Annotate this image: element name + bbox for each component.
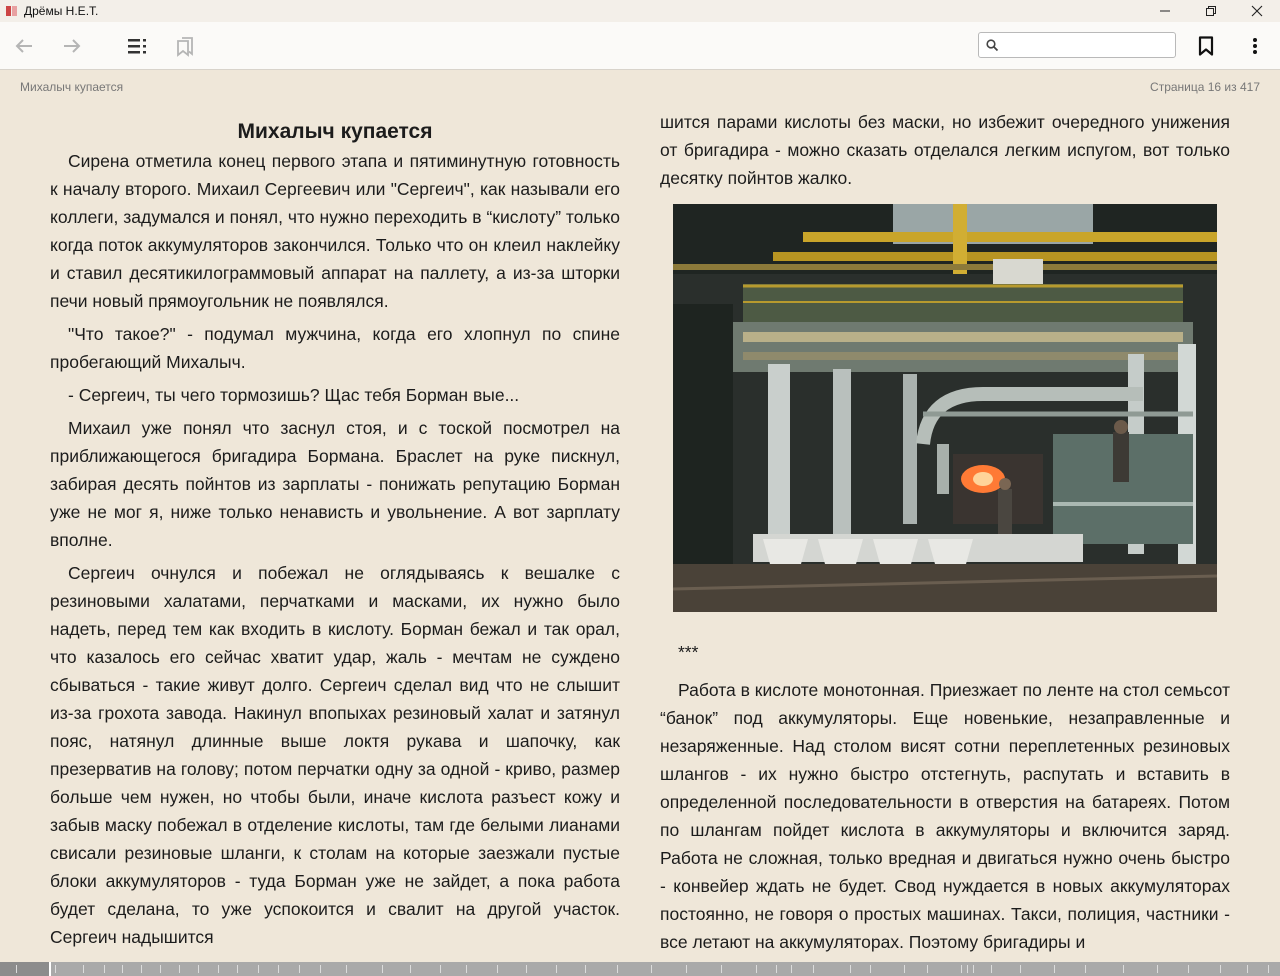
chapter-tick	[1220, 965, 1221, 973]
chapter-tick	[927, 965, 928, 973]
arrow-right-icon	[62, 38, 82, 54]
chapter-tick	[16, 965, 17, 973]
chapter-tick	[756, 965, 757, 973]
chapter-tick	[556, 965, 557, 973]
chapter-tick	[497, 965, 498, 973]
chapter-tick	[617, 965, 618, 973]
paragraph: "Что такое?" - подумал мужчина, когда его хлопнул по спине пробегающий Михалыч.	[50, 324, 620, 372]
progress-handle[interactable]	[49, 962, 51, 976]
paragraph: Работа в кислоте монотонная. Приезжает по ленте на стол семьсот “банок” под аккумуляторы. Еще новенькие, незаправленные и незаряженные. Над столом висят сотни переплетенных резиновых шлангов - их нужно быстро отстегнуть, распутать и вставить в определенной последовательности в отверстия на батареях. Потом по шлангам пойдет кислота в аккумуляторы и включится заряд. Работа не сложная, только вредная и двигаться нужно очень быстро - конвейер ждать не будет. Свод нуждается в новых аккумуляторах постоянно, не говоря о простых машинах. Такси, полиция, частники - все летают на аккумуляторах. Поэтому бригадиры и	[660, 680, 1230, 952]
chapter-tick	[991, 965, 992, 973]
chapter-tick	[1054, 965, 1055, 973]
close-icon	[1252, 6, 1262, 16]
chapter-tick	[1247, 965, 1248, 973]
chapter-tick	[1020, 965, 1021, 973]
chapter-tick	[55, 965, 56, 973]
reading-progress-bar[interactable]	[0, 962, 1280, 976]
bookmark-icon	[1198, 36, 1214, 56]
chapter-tick	[122, 965, 123, 973]
chapter-tick	[870, 965, 871, 973]
chapter-tick	[104, 965, 105, 973]
chapter-tick	[961, 965, 962, 973]
chapter-tick	[218, 965, 219, 973]
chapter-tick	[299, 965, 300, 973]
chapter-tick	[1268, 965, 1269, 973]
bookmarks-list-button[interactable]	[171, 32, 199, 60]
paragraph: Сирена отметила конец первого этапа и пятиминутную готовность к началу второго. Михаил Сергеевич или "Сергеич", как называли его коллеги, задумался и понял, что нужно переходить в “кислоту” только когда поток аккумуляторов закончился. Только что он клеил наклейку и ставил десятикилограммовый аппарат на паллету, а из-за шторки печи новый прямоугольник не появлялся.	[50, 151, 620, 311]
chapter-tick	[813, 965, 814, 973]
chapter-tick	[141, 965, 142, 973]
chapter-tick	[179, 965, 180, 973]
restore-icon	[1206, 6, 1216, 16]
chapter-tick	[850, 965, 851, 973]
chapter-tick	[1188, 965, 1189, 973]
back-button[interactable]	[10, 32, 38, 60]
progress-fill	[0, 962, 49, 976]
chapter-tick	[791, 965, 792, 973]
forward-button[interactable]	[58, 32, 86, 60]
chapter-tick	[382, 965, 383, 973]
window-titlebar	[0, 0, 1280, 22]
paragraph: Сергеич очнулся и побежал не оглядываясь к вешалке с резиновыми халатами, перчатками и масками, их нужно было надеть, перед тем как входить в кислоту. Борман бежал и так орал, что казалось его сейчас хватит удар, жаль - мечтам не суждено сбываться - такие живут долго. Сергеич сделал вид что не слышит из-за грохота завода. Накинул впопыхах резиновый халат и затянул пояс, натянул длинные выше локтя рукава и шапочку, как презерватив на голову; потом перчатки одну за одной - криво, размер больше чем нужен, но чтобы были, иначе кислота разъест кожу и забыв маску побежал в отделение кислоты, там где белыми лианами свисали резиновые шланги, к столам на которые заезжали пустые блоки аккумуляторов - туда Борман уже не зайдет, а пока работа будет сделана, то уже успокоится и свалит на другой участок. Сергеич надышится	[50, 563, 620, 947]
chapter-tick	[466, 965, 467, 973]
chapter-tick	[1085, 965, 1086, 973]
factory-illustration	[673, 204, 1217, 612]
bookmarks-icon	[175, 36, 195, 56]
paragraph: - Сергеич, ты чего тормозишь? Щас тебя Борман вые...	[68, 385, 520, 405]
table-of-contents-icon	[126, 37, 148, 55]
chapter-tick	[904, 965, 905, 973]
chapter-tick	[686, 965, 687, 973]
window-title: Дрёмы Н.Е.Т.	[24, 4, 99, 18]
arrow-left-icon	[14, 38, 34, 54]
minimize-button[interactable]	[1142, 0, 1188, 22]
chapter-tick	[320, 965, 321, 973]
chapter-tick	[258, 965, 259, 973]
right-text-column	[660, 108, 1230, 961]
chapter-tick	[651, 965, 652, 973]
paragraph-continuation: шится парами кислоты без маски, но избежит очередного унижения от бригадира - можно сказать отделался легким испугом, вот только десятку пойнтов жалко.	[660, 112, 1230, 188]
chapter-tick	[410, 965, 411, 973]
chapter-tick	[278, 965, 279, 973]
chapter-tick	[721, 965, 722, 973]
running-header-chapter: Михалыч купается	[20, 80, 124, 94]
search-box[interactable]	[978, 32, 1176, 58]
toolbar	[0, 22, 1280, 70]
app-book-icon	[6, 5, 18, 17]
chapter-tick	[237, 965, 238, 973]
chapter-tick	[83, 965, 84, 973]
chapter-tick	[973, 965, 974, 973]
restore-button[interactable]	[1188, 0, 1234, 22]
close-button[interactable]	[1234, 0, 1280, 22]
chapter-tick	[526, 965, 527, 973]
chapter-tick	[440, 965, 441, 973]
chapter-tick	[198, 965, 199, 973]
search-icon	[986, 39, 998, 51]
section-separator: ***	[678, 642, 699, 662]
chapter-tick	[776, 965, 777, 973]
left-text-column	[50, 117, 620, 947]
minimize-icon	[1160, 6, 1170, 16]
table-of-contents-button[interactable]	[123, 32, 151, 60]
chapter-title: Михалыч купается	[237, 120, 433, 143]
add-bookmark-button[interactable]	[1192, 32, 1220, 60]
chapter-tick	[967, 965, 968, 973]
chapter-tick	[1157, 965, 1158, 973]
paragraph: Михаил уже понял что заснул стоя, и с тоской посмотрел на приближающегося бригадира Бормана. Браслет на руке пискнул, забирая десять пойнтов из зарплаты - понижать репутацию Борман уже не мог я, ниже только ненависть и увольнение. А вот зарплату вполне.	[50, 418, 620, 550]
chapter-tick	[585, 965, 586, 973]
chapter-tick	[160, 965, 161, 973]
more-vertical-icon	[1252, 37, 1258, 55]
chapter-tick	[1123, 965, 1124, 973]
chapter-tick	[346, 965, 347, 973]
page-counter: Страница 16 из 417	[1150, 80, 1260, 94]
search-input[interactable]	[1003, 36, 1171, 54]
menu-button[interactable]	[1241, 32, 1269, 60]
